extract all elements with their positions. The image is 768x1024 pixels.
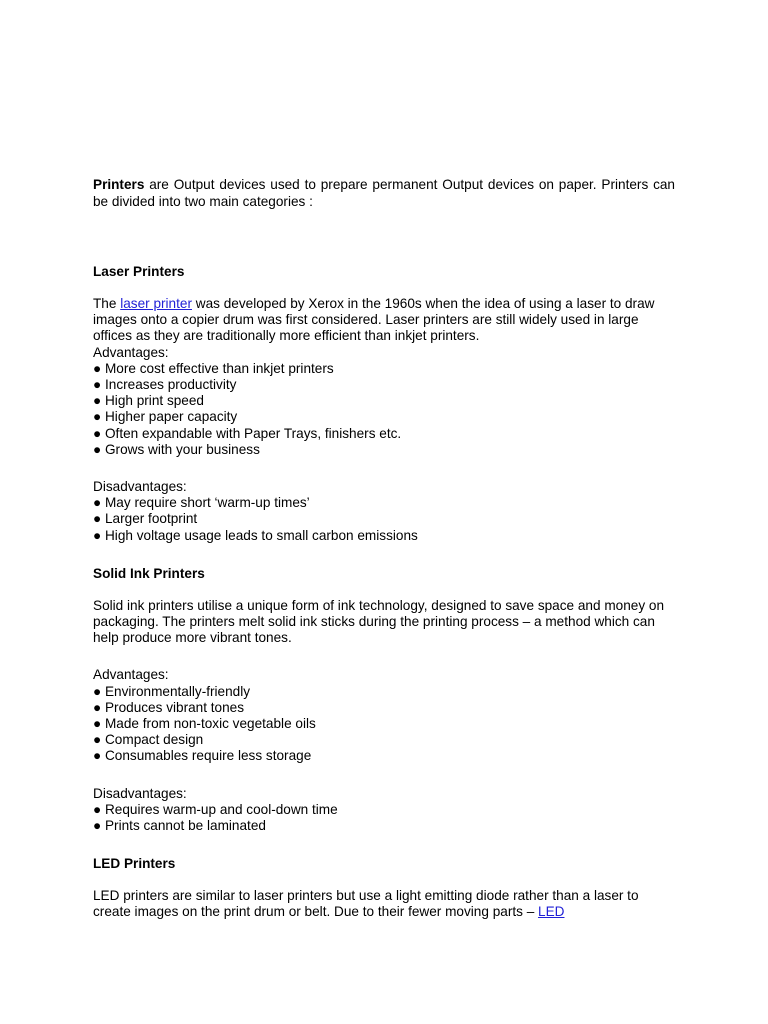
list-item: ● Higher paper capacity	[93, 409, 238, 425]
solid-disadvantages-list	[93, 802, 675, 834]
heading-laser-printers: Laser Printers	[93, 264, 185, 279]
spacer	[93, 582, 675, 598]
heading-solid-ink-printers: Solid Ink Printers	[93, 565, 205, 581]
solid-description: Solid ink printers utilise a unique form of ink technology, designed to save space and money on packaging. The printers melt solid ink sticks during the printing process – a method which can help produce more vibrant tones.	[93, 597, 665, 646]
laser-desc-after: was developed by Xerox in the 1960s when the idea of using a laser to draw images onto a copier drum was first considered. Laser printers are still widely used in large offices as they are traditionally more efficient than inkjet printers.	[93, 296, 655, 344]
spacer	[93, 210, 675, 263]
laser-disadvantages-label: Disadvantages:	[93, 479, 187, 495]
list-item: ● Often expandable with Paper Trays, finishers etc.	[93, 425, 402, 441]
list-item: ● Requires warm-up and cool-down time	[93, 801, 338, 817]
spacer	[93, 458, 675, 479]
list-item: ● High print speed	[93, 393, 204, 409]
list-item: ● Increases productivity	[93, 377, 237, 393]
list-item: ● Compact design	[93, 732, 204, 748]
list-item: ● Environmentally-friendly	[93, 683, 251, 699]
list-item: ● Grows with your business	[93, 441, 260, 457]
list-item: ● Larger footprint	[93, 511, 198, 527]
document-page	[93, 176, 675, 921]
intro-term: Printers	[93, 177, 145, 192]
laser-disadvantages-list	[93, 495, 675, 544]
list-item: ● Prints cannot be laminated	[93, 818, 266, 834]
section-solid-ink-printers	[93, 565, 675, 834]
spacer	[93, 646, 675, 667]
section-led-printers	[93, 855, 675, 920]
spacer	[93, 872, 675, 888]
solid-disadvantages-label: Disadvantages:	[93, 785, 187, 801]
led-description	[93, 888, 675, 920]
spacer	[93, 834, 675, 855]
heading-led-printers: LED Printers	[93, 856, 176, 872]
spacer	[93, 280, 675, 296]
list-item: ● More cost effective than inkjet printers	[93, 360, 334, 376]
list-item: ● Consumables require less storage	[93, 748, 312, 764]
spacer	[93, 544, 675, 565]
intro-paragraph	[93, 176, 675, 210]
led-link[interactable]: LED	[538, 904, 565, 920]
list-item: ● May require short ‘warm-up times’	[93, 495, 310, 511]
list-item: ● High voltage usage leads to small carbon emissions	[93, 527, 418, 543]
intro-text: are Output devices used to prepare permanent Output devices on paper. Printers can be divided into two main categories :	[93, 177, 675, 209]
spacer	[93, 765, 675, 786]
laser-advantages-label: Advantages:	[93, 344, 169, 360]
section-laser-printers	[93, 263, 675, 544]
laser-description	[93, 296, 675, 345]
laser-desc-before: The	[93, 296, 121, 311]
solid-advantages-label: Advantages:	[93, 667, 169, 683]
laser-advantages-list	[93, 361, 675, 458]
solid-advantages-list	[93, 684, 675, 765]
list-item: ● Produces vibrant tones	[93, 699, 245, 715]
led-desc-before: LED printers are similar to laser printers but use a light emitting diode rather than a laser to create images on the print drum or belt. Due to their fewer moving parts –	[93, 888, 639, 920]
list-item: ● Made from non-toxic vegetable oils	[93, 716, 316, 732]
laser-printer-link[interactable]: laser printer	[120, 296, 192, 311]
